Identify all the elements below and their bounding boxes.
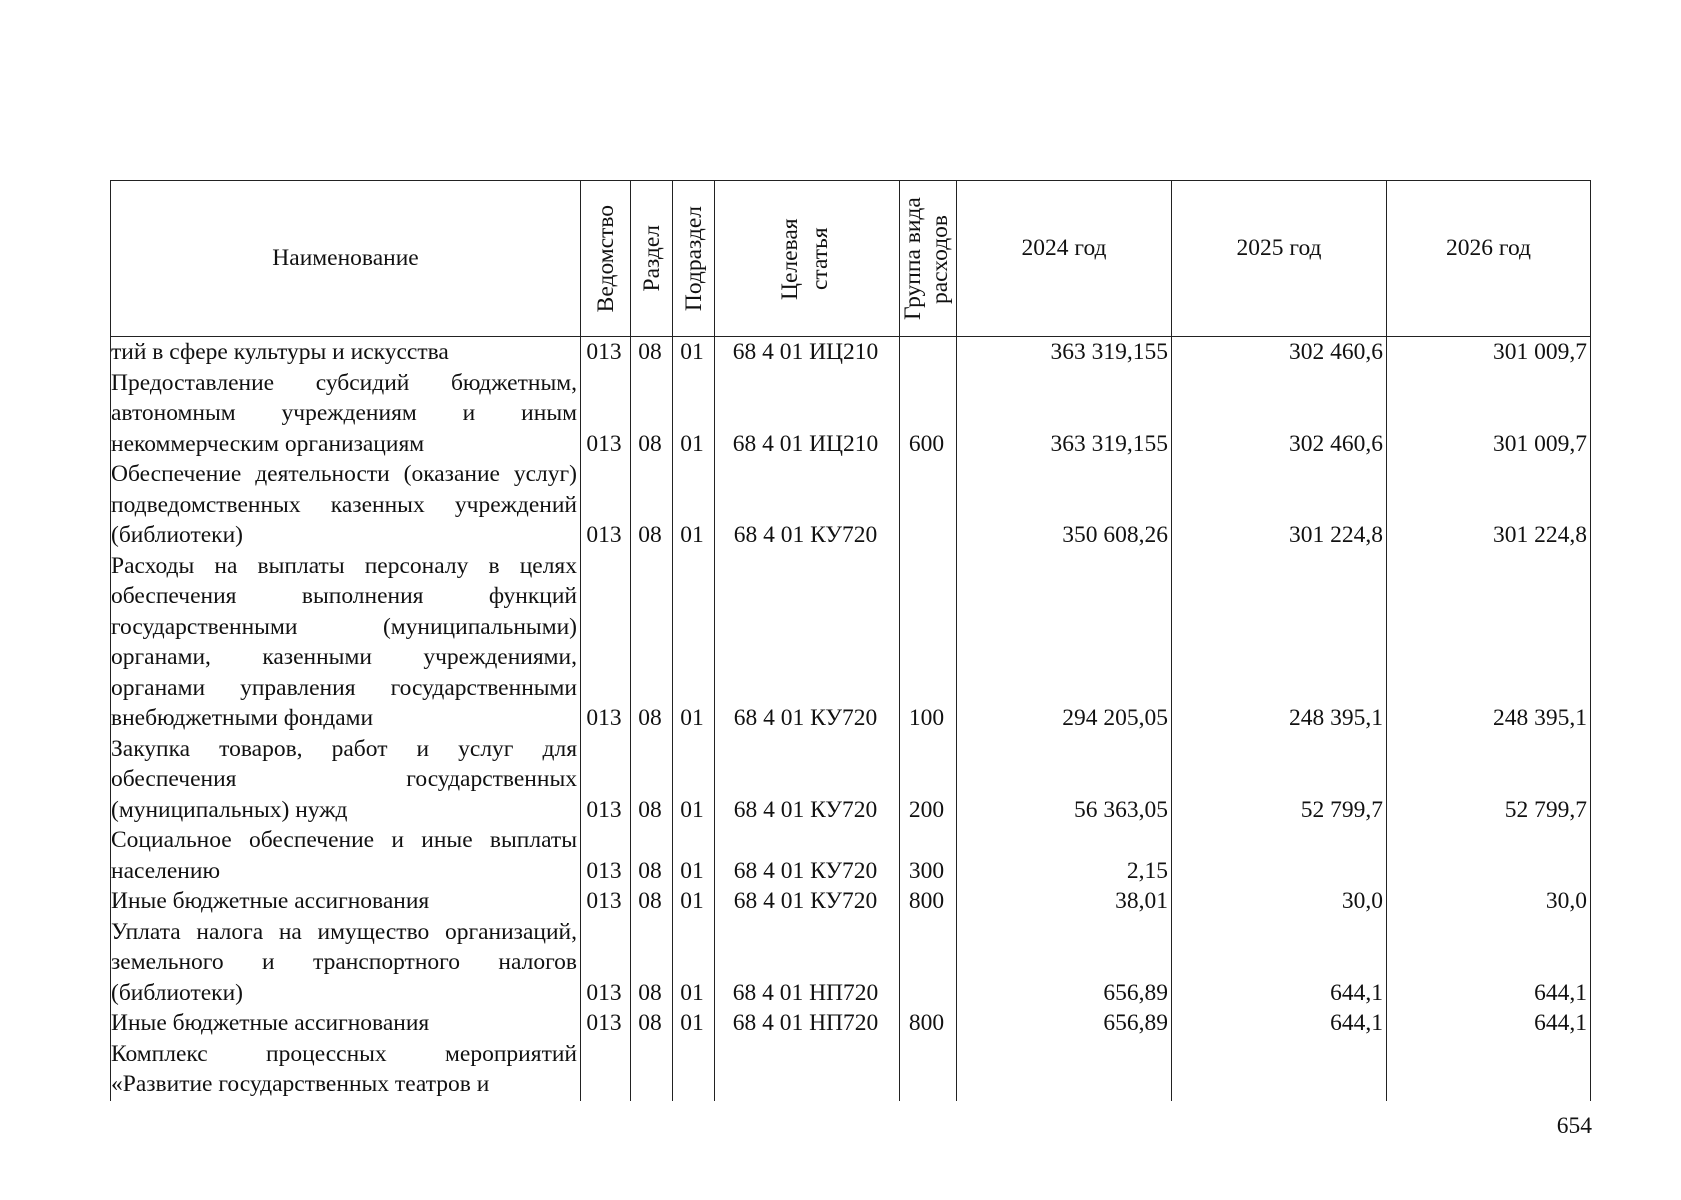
row-amount-2025: 644,1 xyxy=(1172,917,1387,1009)
row-vedomstvo: 013 xyxy=(581,917,631,1009)
page-number: 654 xyxy=(1556,1113,1592,1139)
row-name: Расходы на выплаты персоналу в целях обеспечения выполнения функций государственными (муниципальными) органами, казенными учреждениями, органами управления государственными внебюджетными фондами xyxy=(111,551,581,734)
row-amount-2026: 644,1 xyxy=(1387,917,1591,1009)
row-amount-2024: 294 205,05 xyxy=(957,551,1172,734)
row-name: Уплата налога на имущество организаций, земельного и транспортного налогов (библиотеки) xyxy=(111,917,581,1009)
row-podrazdel: 01 xyxy=(673,459,715,551)
row-amount-2024: 350 608,26 xyxy=(957,459,1172,551)
row-amount-2025: 644,1 xyxy=(1172,1008,1387,1039)
row-celevaya-statya: 68 4 01 ИЦ210 xyxy=(715,368,900,460)
row-razdel: 08 xyxy=(631,886,673,917)
row-amount-2024: 56 363,05 xyxy=(957,734,1172,826)
row-amount-2024: 363 319,155 xyxy=(957,368,1172,460)
row-celevaya-statya: 68 4 01 НП720 xyxy=(715,917,900,1009)
row-amount-2026: 52 799,7 xyxy=(1387,734,1591,826)
row-celevaya-statya: 68 4 01 НП720 xyxy=(715,1008,900,1039)
row-amount-2025: 302 460,6 xyxy=(1172,337,1387,368)
row-podrazdel: 01 xyxy=(673,825,715,886)
row-amount-2025: 302 460,6 xyxy=(1172,368,1387,460)
row-name: Социальное обеспечение и иные выплаты населению xyxy=(111,825,581,886)
row-amount-2026: 30,0 xyxy=(1387,886,1591,917)
row-celevaya-statya: 68 4 01 КУ720 xyxy=(715,551,900,734)
row-celevaya-statya: 68 4 01 КУ720 xyxy=(715,459,900,551)
row-amount-2025: 301 224,8 xyxy=(1172,459,1387,551)
row-vedomstvo: 013 xyxy=(581,368,631,460)
row-amount-2024: 2,15 xyxy=(957,825,1172,886)
row-vedomstvo: 013 xyxy=(581,1008,631,1039)
row-vedomstvo xyxy=(581,1039,631,1101)
row-podrazdel: 01 xyxy=(673,551,715,734)
row-amount-2026 xyxy=(1387,1039,1591,1101)
row-celevaya-statya: 68 4 01 ИЦ210 xyxy=(715,337,900,368)
row-amount-2024: 363 319,155 xyxy=(957,337,1172,368)
row-amount-2026: 644,1 xyxy=(1387,1008,1591,1039)
row-razdel: 08 xyxy=(631,917,673,1009)
row-amount-2026: 248 395,1 xyxy=(1387,551,1591,734)
row-razdel: 08 xyxy=(631,1008,673,1039)
header-vedomstvo: Ведомство xyxy=(581,181,631,337)
row-vedomstvo: 013 xyxy=(581,551,631,734)
header-name: Наименование xyxy=(111,181,581,337)
header-razdel: Раздел xyxy=(631,181,673,337)
row-name: Иные бюджетные ассигнования xyxy=(111,1008,581,1039)
row-razdel: 08 xyxy=(631,551,673,734)
row-name: Обеспечение деятельности (оказание услуг) подведомственных казенных учреждений (библиотеки) xyxy=(111,459,581,551)
table-row xyxy=(111,825,1591,886)
header-podrazdel: Подраздел xyxy=(673,181,715,337)
row-vedomstvo: 013 xyxy=(581,337,631,368)
row-amount-2025: 248 395,1 xyxy=(1172,551,1387,734)
header-gruppa-vida-raskhodov: Группа вида расходов xyxy=(900,181,957,337)
table-row xyxy=(111,886,1591,917)
table-row xyxy=(111,1008,1591,1039)
row-celevaya-statya: 68 4 01 КУ720 xyxy=(715,825,900,886)
header-2026: 2026 год xyxy=(1387,181,1591,337)
row-amount-2026: 301 224,8 xyxy=(1387,459,1591,551)
row-amount-2026: 301 009,7 xyxy=(1387,337,1591,368)
row-podrazdel: 01 xyxy=(673,1008,715,1039)
budget-table xyxy=(110,180,1591,1101)
row-amount-2025 xyxy=(1172,1039,1387,1101)
row-celevaya-statya: 68 4 01 КУ720 xyxy=(715,734,900,826)
row-razdel: 08 xyxy=(631,825,673,886)
row-podrazdel xyxy=(673,1039,715,1101)
row-amount-2024: 656,89 xyxy=(957,1008,1172,1039)
row-name: Предоставление субсидий бюджетным, автономным учреждениям и иным некоммерческим организациям xyxy=(111,368,581,460)
row-podrazdel: 01 xyxy=(673,734,715,826)
row-amount-2025: 52 799,7 xyxy=(1172,734,1387,826)
row-name: Закупка товаров, работ и услуг для обеспечения государственных (муниципальных) нужд xyxy=(111,734,581,826)
row-name: Комплекс процессных мероприятий «Развитие государственных театров и xyxy=(111,1039,581,1101)
row-gruppa xyxy=(900,337,957,368)
row-amount-2024: 656,89 xyxy=(957,917,1172,1009)
row-gruppa xyxy=(900,917,957,1009)
row-gruppa: 800 xyxy=(900,886,957,917)
row-gruppa xyxy=(900,459,957,551)
row-amount-2026 xyxy=(1387,825,1591,886)
row-gruppa: 600 xyxy=(900,368,957,460)
header-celevaya-statya: Целевая статья xyxy=(715,181,900,337)
row-gruppa: 800 xyxy=(900,1008,957,1039)
header-2024: 2024 год xyxy=(957,181,1172,337)
row-celevaya-statya: 68 4 01 КУ720 xyxy=(715,886,900,917)
row-podrazdel: 01 xyxy=(673,886,715,917)
table-row xyxy=(111,337,1591,368)
table-row xyxy=(111,1039,1591,1101)
header-2025: 2025 год xyxy=(1172,181,1387,337)
row-vedomstvo: 013 xyxy=(581,886,631,917)
row-podrazdel: 01 xyxy=(673,337,715,368)
row-vedomstvo: 013 xyxy=(581,734,631,826)
row-razdel: 08 xyxy=(631,368,673,460)
table-row xyxy=(111,551,1591,734)
row-amount-2024 xyxy=(957,1039,1172,1101)
row-razdel: 08 xyxy=(631,337,673,368)
row-podrazdel: 01 xyxy=(673,917,715,1009)
table-row xyxy=(111,459,1591,551)
table-header-row xyxy=(111,181,1591,337)
row-amount-2025 xyxy=(1172,825,1387,886)
row-razdel: 08 xyxy=(631,459,673,551)
row-amount-2025: 30,0 xyxy=(1172,886,1387,917)
table-body xyxy=(111,337,1591,1101)
table-row xyxy=(111,734,1591,826)
row-podrazdel: 01 xyxy=(673,368,715,460)
row-gruppa: 300 xyxy=(900,825,957,886)
row-celevaya-statya xyxy=(715,1039,900,1101)
table-row xyxy=(111,368,1591,460)
row-razdel: 08 xyxy=(631,734,673,826)
row-gruppa xyxy=(900,1039,957,1101)
row-name: тий в сфере культуры и искусства xyxy=(111,337,581,368)
row-razdel xyxy=(631,1039,673,1101)
row-vedomstvo: 013 xyxy=(581,825,631,886)
row-gruppa: 200 xyxy=(900,734,957,826)
row-amount-2026: 301 009,7 xyxy=(1387,368,1591,460)
row-vedomstvo: 013 xyxy=(581,459,631,551)
table-row xyxy=(111,917,1591,1009)
row-amount-2024: 38,01 xyxy=(957,886,1172,917)
row-name: Иные бюджетные ассигнования xyxy=(111,886,581,917)
row-gruppa: 100 xyxy=(900,551,957,734)
